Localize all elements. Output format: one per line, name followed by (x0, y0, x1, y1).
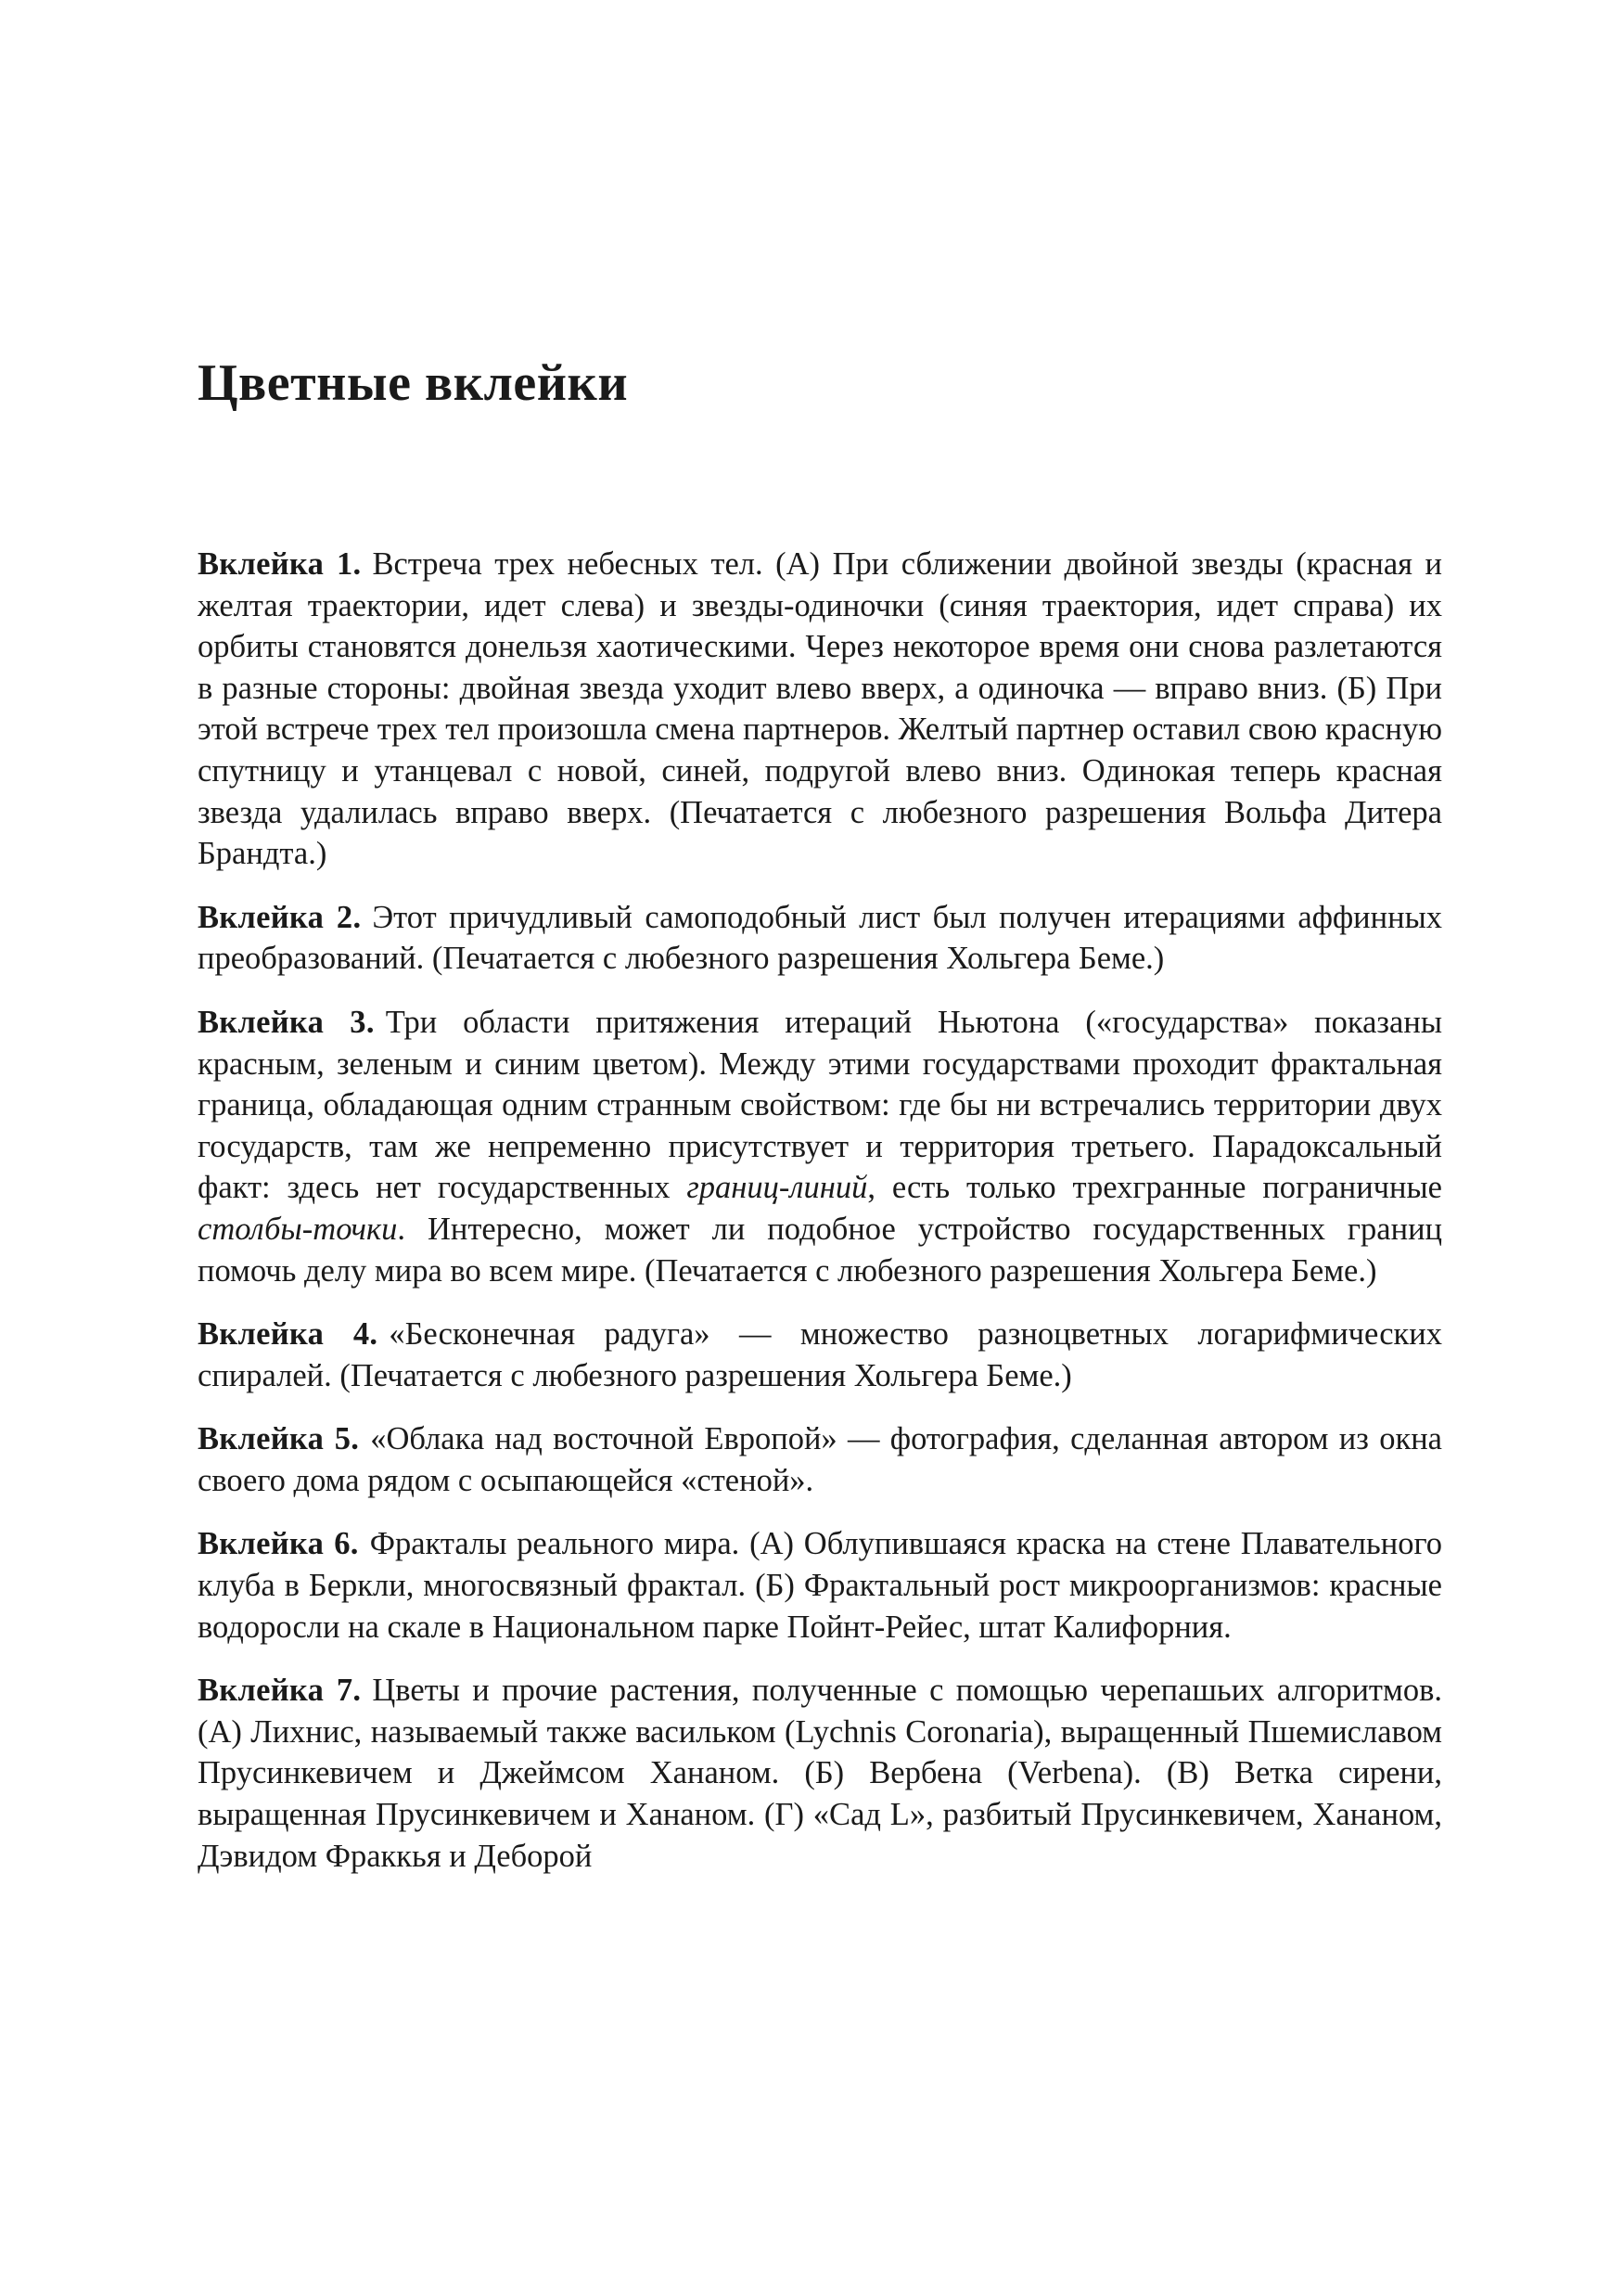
page-content (198, 351, 1442, 1899)
plate-entry-7 (198, 1670, 1442, 1877)
plate-entry-2 (198, 897, 1442, 980)
plate-entry-3 (198, 1002, 1442, 1291)
plates-list (198, 544, 1442, 1877)
plate-caption-part: . Интересно, может ли подобное устройство государственных границ помочь делу мира во всем мире. (Печатается с любезного разрешения Хольгера Беме.) (198, 1211, 1442, 1289)
plate-entry-1 (198, 544, 1442, 875)
plate-caption: Фракталы реального мира. (А) Облупившаяся краска на стене Плавательного клуба в Беркли, многосвязный фрактал. (Б) Фрактальный рост микроорганизмов: красные водоросли на скале в Национальном парке Пойнт-Рейес, штат Калифорния. (198, 1526, 1442, 1645)
plate-caption: Этот причудливый самоподобный лист был получен итерациями аффинных преобразований. (Печатается с любезного разрешения Хольгера Беме.) (198, 899, 1443, 977)
plate-caption-emphasis: столбы-точки (198, 1211, 398, 1247)
plate-caption: «Облака над восточной Европой» — фотография, сделанная автором из окна своего дома рядом с осыпающейся «стеной». (198, 1421, 1442, 1498)
plate-caption-emphasis: границ-линий (686, 1170, 868, 1206)
plate-caption: Цветы и прочие растения, полученные с помощью черепашьих алгоритмов. (А) Лихнис, называемый также васильком (Lychnis Coronaria), выращенный Пшемиславом Прусинкевичем и Джеймсом Хананом. (Б) Вербена (Verbena). (В) Ветка сирени, выращенная Прусинкевичем и Хананом. (Г) «Сад L», разбитый Прусинкевичем, Хананом, Дэвидом Фраккья и Деборой (198, 1673, 1442, 1874)
plate-caption: «Бесконечная радуга» — множество разноцветных логарифмических спиралей. (Печатается с любезного разрешения Хольгера Беме.) (198, 1316, 1442, 1393)
plate-entry-5 (198, 1418, 1442, 1501)
plate-label: Вклейка 7. (198, 1673, 362, 1709)
plate-label: Вклейка 5. (198, 1421, 360, 1457)
plate-caption-part: , есть только трехгранные пограничные (867, 1170, 1442, 1206)
plate-label: Вклейка 3. (198, 1004, 375, 1040)
plate-caption: Встреча трех небесных тел. (А) При сближении двойной звезды (красная и желтая траектории, идет слева) и звезды-одиночки (синяя траектория, идет справа) их орбиты становятся донельзя хаотическими. Через некоторое время они снова разлетаются в разные стороны: двойная звезда уходит влево вверх, а одиночка — вправо вниз. (Б) При этой встрече трех тел произошла смена партнеров. Желтый партнер оставил свою красную спутницу и утанцевал с новой, синей, подругой влево вниз. Одинокая теперь красная звезда удалилась вправо вверх. (Печатается с любезного разрешения Вольфа Дитера Брандта.) (198, 546, 1443, 872)
plate-label: Вклейка 2. (198, 899, 362, 935)
plate-label: Вклейка 1. (198, 546, 362, 582)
plate-label: Вклейка 6. (198, 1526, 359, 1562)
plate-entry-6 (198, 1523, 1442, 1648)
chapter-title: Цветные вклейки (198, 354, 629, 412)
plate-caption-part: Три области притяжения итераций Ньютона («государства» показаны красным, зеленым и синим цветом). Между этими государствами проходит фрактальная граница, обладающая одним странным свойством: где бы ни встречались территории двух государств, там же непременно присутствует и территория третьего. Парадоксальный факт: здесь нет государственных (198, 1004, 1443, 1206)
plate-entry-4 (198, 1314, 1442, 1396)
plate-label: Вклейка 4. (198, 1316, 378, 1353)
